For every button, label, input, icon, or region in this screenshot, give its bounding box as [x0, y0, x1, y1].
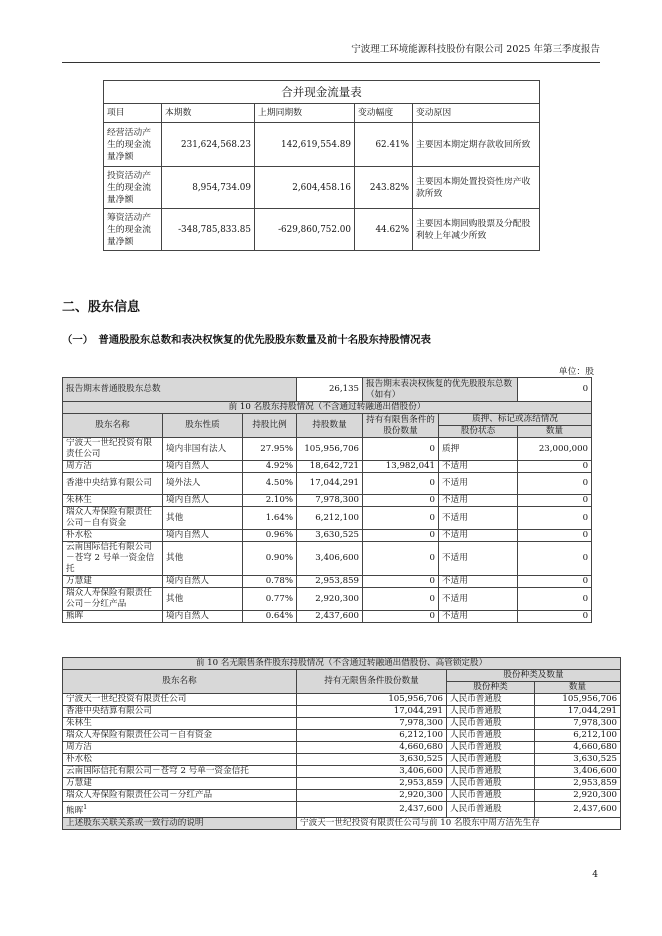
table-row: 经营活动产生的现金流量净额 231,624,568.23 142,619,554.89 62.41% 主要因本期定期存款收回所致 — [104, 123, 540, 167]
pref-holders-label: 报告期末表决权恢复的优先股股东总数（如有） — [363, 378, 518, 402]
top10-header: 前 10 名股东持股情况（不含通过转融通出借股份） — [63, 402, 592, 414]
cashflow-title: 合并现金流量表 — [104, 81, 540, 104]
table-row: 朴水松 境内自然人 0.96% 3,630,525 0 不适用 0 — [63, 530, 592, 542]
table-row: 瑞众人寿保险有限责任公司－分红产品 其他 0.77% 2,920,300 0 不适用 0 — [63, 588, 592, 611]
table-row: 瑞众人寿保险有限责任公司－分红产品 2,920,300 人民币普通股 2,920,300 — [63, 790, 621, 802]
col-header: 变动幅度 — [355, 104, 413, 123]
table-row: 瑞众人寿保险有限责任公司－自有资金 其他 1.64% 6,212,100 0 不适用 0 — [63, 507, 592, 530]
table-row: 宁波天一世纪投资有限责任公司 境内非国有法人 27.95% 105,956,706 0 质押 23,000,000 — [63, 438, 592, 461]
col-header: 本期数 — [162, 104, 255, 123]
pref-holders-value: 0 — [518, 378, 592, 402]
table-row: 宁波天一世纪投资有限责任公司 105,956,706 人民币普通股 105,956,706 — [63, 694, 621, 706]
table-row: 朴水松 3,630,525 人民币普通股 3,630,525 — [63, 754, 621, 766]
table-row: 周方洁 4,660,680 人民币普通股 4,660,680 — [63, 742, 621, 754]
table-row: 投资活动产生的现金流量净额 8,954,734.09 2,604,458.16 243.82% 主要因本期处置投资性房产收款所致 — [104, 167, 540, 209]
unrestricted-holders-table: 前 10 名无限售条件股东持股情况（不含通过转融通出借股份、高管锁定股） 股东名称 持有无限售条件股份数量 股份种类及数量 股份种类 数量 宁波天一世纪投资有限责任公司 105,956,706 人民币普通股 105,956,706 香港中央结算有限公司 17,044,291 人民币普通股 17,044,291 朱林生 7,978,300 人民币普通股 7,978,300 瑞众人寿保险有限责任公司－自有资金 6,212,100 人民币普通股 6,212,100 周方洁 4,660,680 人民币普通股 4,660,680 朴水松 3,630,525 人民币普通股 3,630,525 云南国际信托有限公司－苍穹 2 号单一资金信托 3,406,600 人民币普通股 3,406,600 万慧建 2,953,859 人民币普通股 2,953,859 瑞众人寿保险有限责任公司－分红产品 2,920,300 人民币普通股 2,920,300 熊晖$^1$ 2,437,600 人民币普通股 2,437,600 上述股东关联关系或一致行动的说明 宁波天一世纪投资有限责任公司与前 10 名股东中周方洁先生存 — [62, 657, 621, 830]
footnote-marker: 1 — [83, 804, 88, 811]
col-header: 上期同期数 — [255, 104, 355, 123]
relation-text: 宁波天一世纪投资有限责任公司与前 10 名股东中周方洁先生存 — [297, 817, 621, 829]
table-row: 筹资活动产生的现金流量净额 -348,785,833.85 -629,860,752.00 44.62% 主要因本期回购股票及分配股利较上年减少所致 — [104, 209, 540, 251]
table-row: 香港中央结算有限公司 17,044,291 人民币普通股 17,044,291 — [63, 706, 621, 718]
col-header: 变动原因 — [413, 104, 540, 123]
table-row: 朱林生 7,978,300 人民币普通股 7,978,300 — [63, 718, 621, 730]
table-row: 熊晖$^1$ 2,437,600 人民币普通股 2,437,600 — [63, 802, 621, 818]
table-row: 云南国际信托有限公司－苍穹 2 号单一资金信托 3,406,600 人民币普通股 3,406,600 — [63, 766, 621, 778]
table-row: 周方洁 境内自然人 4.92% 18,642,721 13,982,041 不适用 0 — [63, 461, 592, 473]
unrestricted-header: 前 10 名无限售条件股东持股情况（不含通过转融通出借股份、高管锁定股） — [63, 658, 621, 670]
unit-label: 单位：股 — [558, 367, 594, 377]
table-row: 朱林生 境内自然人 2.10% 7,978,300 0 不适用 0 — [63, 495, 592, 507]
table-row: 云南国际信托有限公司－苍穹 2 号单一资金信托 其他 0.90% 3,406,600 0 不适用 0 — [63, 542, 592, 576]
col-header: 项目 — [104, 104, 162, 123]
page-header — [62, 40, 600, 63]
relation-label: 上述股东关联关系或一致行动的说明 — [63, 817, 297, 829]
shareholders-table: 报告期末普通股股东总数 26,135 报告期末表决权恢复的优先股股东总数（如有） 0 前 10 名股东持股情况（不含通过转融通出借股份） 股东名称 股东性质 持股比例 持股数量 持有有限售条件的股份数量 质押、标记或冻结情况 股份状态 数量 宁波天一世纪投资有限责任公司 境内非国有法人 27.95% 105,956,706 0 质押 23,000,000 周方洁 境内自然人 4.92% 18,642,721 13,982,041 不适用 0 香港中央结算有限公司 境外法人 4.50% 17,044,291 0 不适用 0 朱林生 境内自然人 2.10% 7,978,300 0 不适用 0 瑞众人寿保险有限责任公司－自有资金 其他 1.64% 6,212,100 0 不适用 0 朴水松 境内自然人 0.96% 3,630,525 0 不适用 0 云南国际信托有限公司－苍穹 2 号单一资金信托 其他 0.90% 3,406,600 0 不适用 0 万慧建 境内自然人 0.78% 2,953,859 0 不适用 0 瑞众人寿保险有限责任公司－分红产品 其他 0.77% 2,920,300 0 不适用 0 熊晖 境内自然人 0.64% 2,437,600 0 不适用 0 — [62, 377, 592, 623]
page-number: 4 — [592, 870, 598, 880]
total-holders-label: 报告期末普通股股东总数 — [63, 378, 297, 402]
section-title: 二、股东信息 — [62, 300, 141, 315]
total-holders-value: 26,135 — [297, 378, 363, 402]
report-title: 宁波理工环境能源科技股份有限公司 2025 年第三季度报告 — [351, 44, 600, 55]
table-row: 万慧建 2,953,859 人民币普通股 2,953,859 — [63, 778, 621, 790]
table-row: 香港中央结算有限公司 境外法人 4.50% 17,044,291 0 不适用 0 — [63, 473, 592, 495]
subsection-title: （一） 普通股股东总数和表决权恢复的优先股股东数量及前十名股东持股情况表 — [62, 334, 431, 346]
table-row: 瑞众人寿保险有限责任公司－自有资金 6,212,100 人民币普通股 6,212,100 — [63, 730, 621, 742]
table-row: 万慧建 境内自然人 0.78% 2,953,859 0 不适用 0 — [63, 576, 592, 588]
cashflow-table — [103, 80, 540, 251]
table-row: 熊晖 境内自然人 0.64% 2,437,600 0 不适用 0 — [63, 611, 592, 623]
